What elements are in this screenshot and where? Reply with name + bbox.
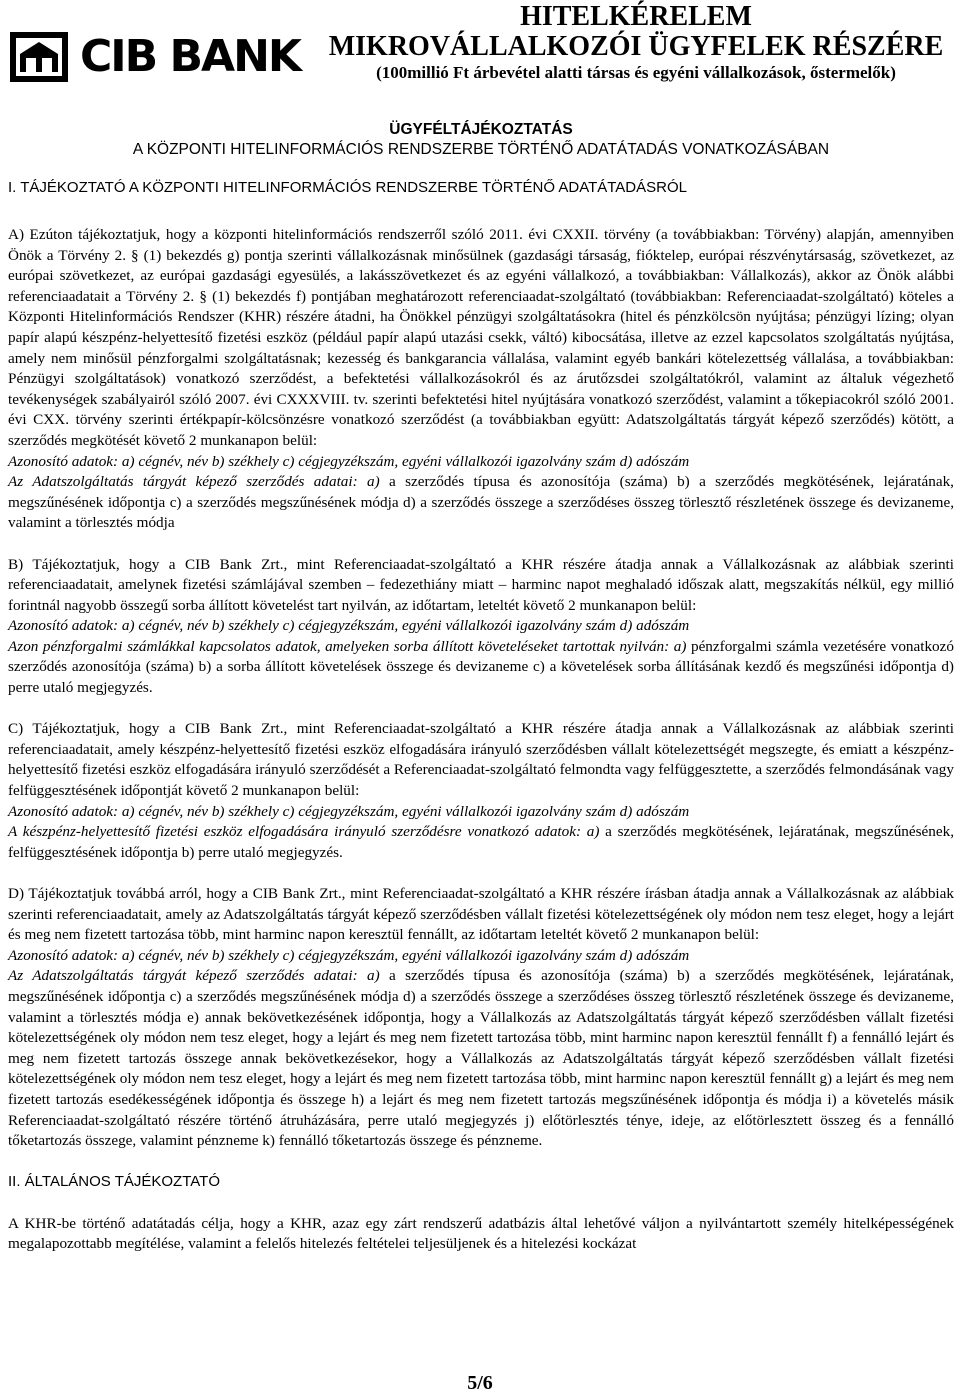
paragraph-general: A KHR-be történő adatátadás célja, hogy a KHR, azaz egy zárt rendszerű adatbázis által lehetővé váljon a nyilvántartott személy hitelképességének megalapozottabb megítélése, valamint a felelős hitelezés feltételei teljesüljenek és a hitelezési kockázat — [8, 1214, 954, 1253]
a-contract-rest: a szerződés típusa és azonosítója (száma) b) a szerződés megkötésének, lejáratának, megszűnésének időpontja c) a szerződés megszűnésének módja d) a szerződés összege a szerződéses összeg törlesztő részletének összege és devizaneme, valamint a törlesztés módja — [8, 473, 954, 532]
paragraph-d-contract — [8, 966, 954, 1151]
info-heading: ÜGYFÉLTÁJÉKOZTATÁS — [389, 121, 573, 138]
section-1-title: I. TÁJÉKOZTATÓ A KÖZPONTI HITELINFORMÁCIÓS RENDSZERBE TÖRTÉNŐ ADATÁTADÁSRÓL — [8, 179, 687, 196]
paragraph-b: B) Tájékoztatjuk, hogy a CIB Bank Zrt., mint Referenciaadat-szolgáltató a KHR részére átadja annak a Vállalkozásnak az alábbiak szerinti referenciaadatait, amelynek fizetési számlájával szemben – fedezethiány miatt – harminc napot meghaladó időszak alatt, megszakítás nélkül, egy millió forintnál nagyobb összegű sorba állított követelést tart nyilván, az időtartam, leteltét követő 2 munkanapon belül: — [8, 555, 954, 614]
paragraph-b-accounts — [8, 637, 954, 699]
paragraph-c-card — [8, 822, 954, 863]
info-subheading: A KÖZPONTI HITELINFORMÁCIÓS RENDSZERBE TÖRTÉNŐ ADATÁTADÁS VONATKOZÁSÁBAN — [132, 141, 830, 158]
page-number: 5/6 — [467, 1372, 493, 1394]
title-line-3: (100millió Ft árbevétel alatti társas és egyéni vállalkozások, őstermelők) — [376, 63, 896, 82]
spacer — [8, 1152, 954, 1173]
d-contract-label: Az Adatszolgáltatás tárgyát képező szerződés adatai: a) — [8, 967, 380, 985]
body-text — [8, 225, 954, 1255]
d-contract-rest: a szerződés típusa és azonosítója (száma) b) a szerződés megkötésének, lejáratának, megszűnésének időpontja c) a szerződés megszűnésének módja d) a szerződés összege a szerződéses összeg törlesztő részletének összege és devizaneme, valamint a törlesztés módja e) annak bekövetkezésének időpontja, hogy a Vállalkozás az Adatszolgáltatás tárgyát képező szerződésben vállalt fizetési kötelezettségének oly módon nem tesz eleget, hogy a lejárt és meg nem fizetett tartozása több, mint harminc napon keresztül fennállt f) a fennálló lejárt és meg nem fizetett tartozás összege annak bekövetkezésekor, hogy a Vállalkozás az Adatszolgáltatás tárgyát képező szerződésben vállalt fizetési kötelezettségének oly módon nem tesz eleget, hogy a lejárt és meg nem fizetett tartozása több, mint harminc napon keresztül fennállt g) a lejárt és meg nem fizetett tartozás esedékességének időpontja és összege h) a lejárt és meg nem fizetett tartozás megszűnésének időpontja és módja i) a követelés másik Referenciaadat-szolgáltató részére történő átruházására, perre utaló megjegyzés j) előtörlesztés ténye, ideje, az előtörlesztett összeg és a fennálló tőketartozás összege, valamint pénzneme k) fennálló tőketartozás összege és pénzneme. — [8, 967, 954, 1150]
form-title — [316, 2, 956, 84]
paragraph-b-id: Azonosító adatok: a) cégnév, név b) székhely c) cégjegyzékszám, egyéni vállalkozói igazolvány szám d) adószám — [8, 617, 690, 635]
cib-bank-logo — [10, 32, 300, 82]
paragraph-a-id: Azonosító adatok: a) cégnév, név b) székhely c) cégjegyzékszám, egyéni vállalkozói igazolvány szám d) adószám — [8, 452, 690, 470]
a-contract-label: Az Adatszolgáltatás tárgyát képező szerződés adatai: a) — [8, 473, 380, 491]
spacer — [8, 863, 954, 884]
logo-text: CIB BANK — [80, 31, 301, 82]
title-line-1: HITELKÉRELEM — [520, 1, 752, 32]
title-line-2: MIKROVÁLLALKOZÓI ÜGYFELEK RÉSZÉRE — [328, 31, 944, 62]
spacer — [8, 534, 954, 555]
c-card-rest: a szerződés megkötésének, lejáratának, megszűnésének, felfüggesztésének időpontja b) perre utaló megjegyzés. — [8, 823, 955, 861]
document-header — [0, 0, 960, 92]
paragraph-a-contract — [8, 472, 954, 534]
c-card-label: A készpénz-helyettesítő fizetési eszköz elfogadására irányuló szerződésre vonatkozó adatok: a) — [8, 823, 600, 841]
spacer — [8, 699, 954, 720]
paragraph-a: A) Ezúton tájékoztatjuk, hogy a központi hitelinformációs rendszerről szóló 2011. évi CXXII. törvény (a továbbiakban: Törvény) alapján, amennyiben Önök a Törvény 2. § (1) bekezdés g) pontja szerinti vállalkozásnak minősülnek (gazdasági társaság, fióktelep, európai részvénytársaság, szövetkezet, az európai szövetkezet, az európai gazdasági egyesülés, a lakásszövetkezet és az egyéni vállalkozó, a továbbiakban: Vállalkozás), akkor az Önök alábbi referenciaadatait a Törvény 2. § (1) bekezdés f) pontjában meghatározott referenciaadat-szolgáltató (továbbiakban: Referenciaadat-szolgáltató) köteles a Központi Hitelinformációs Rendszer (KHR) részére átadni, ha Önökkel pénzügyi szolgáltatásokra (hitel és pénzkölcsön nyújtása; pénzügyi lízing; olyan papír alapú készpénz-helyettesítő fizetési eszköz (például papír alapú utazási csekk, váltó) kibocsátása, illetve az ezzel kapcsolatos szolgáltatás nyújtása, amely nem minősül pénzforgalmi szolgáltatásnak; kezesség és bankgarancia vállalása, valamint egyéb bankári kötelezettség vállalása, a továbbiakban: Pénzügyi szolgáltatások) vonatkozó szerződést, a befektetési vállalkozásokról és az árutőzsdei szolgáltatókról, valamint az általuk végezhető tevékenységek szabályairól szóló 2007. évi CXXXVIII. tv. szerinti befektetési hitel nyújtására vonatkozó szerződést, valamint a tőkepiacokról szóló 2001. évi CXX. törvény szerinti értékpapír-kölcsönzésre vonatkozó szerződést (a továbbiakban együtt: Adatszolgáltatás tárgyát képező szerződés) kötött, a szerződés megkötését követő 2 munkanapon belül: — [8, 226, 954, 449]
info-heading-block — [8, 120, 954, 160]
paragraph-d-id: Azonosító adatok: a) cégnév, név b) székhely c) cégjegyzékszám, egyéni vállalkozói igazolvány szám d) adószám — [8, 946, 690, 964]
paragraph-c-id: Azonosító adatok: a) cégnév, név b) székhely c) cégjegyzékszám, egyéni vállalkozói igazolvány szám d) adószám — [8, 802, 690, 820]
spacer — [8, 1193, 954, 1214]
section-2-title: II. ÁLTALÁNOS TÁJÉKOZTATÓ — [8, 1173, 220, 1191]
paragraph-c: C) Tájékoztatjuk, hogy a CIB Bank Zrt., mint Referenciaadat-szolgáltató a KHR részére átadja annak a Vállalkozásnak az alábbiak szerinti referenciaadatait, amely készpénz-helyettesítő fizetési eszköz elfogadására irányuló szerződésben vállalt kötelezettségét megszegte, és emiatt a készpénz-helyettesítő fizetési eszköz elfogadására irányuló szerződését a Referenciaadat-szolgáltató felmondta vagy felfüggesztette, a szerződés felmondásának vagy felfüggesztésének időpontját követő 2 munkanapon belül: — [8, 720, 954, 800]
paragraph-d: D) Tájékoztatjuk továbbá arról, hogy a CIB Bank Zrt., mint Referenciaadat-szolgáltató a KHR részére írásban átadja annak a Vállalkozásnak az alábbiak szerinti referenciaadatait, amely az Adatszolgáltatás tárgyát képező szerződésben vállalt fizetési kötelezettségének oly módon nem tesz eleget, hogy a lejárt és meg nem fizetett tartozása több, mint harminc napon keresztül fennállt, az időtartam leteltét követő 2 munkanapon belül: — [8, 885, 954, 944]
cib-bank-logo-icon — [10, 32, 68, 82]
b-accounts-rest: pénzforgalmi számla vezetésére vonatkozó szerződés azonosítója (száma) b) a sorba állított követelések összege és devizaneme c) a követelések sorba állításának kezdő és megszűnési időpontja d) perre utaló megjegyzés. — [8, 637, 954, 697]
b-accounts-label: Azon pénzforgalmi számlákkal kapcsolatos adatok, amelyeken sorba állított követeléseket tartottak nyilván: a) — [8, 637, 687, 655]
